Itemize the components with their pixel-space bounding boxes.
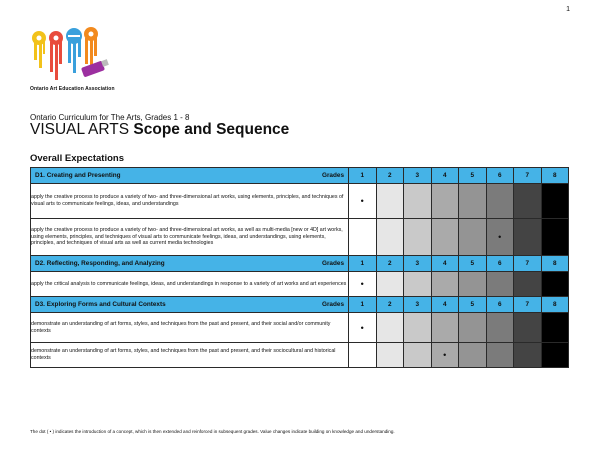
grade-number-8: 8 [541, 256, 569, 272]
expectation-row [31, 343, 569, 368]
grade-number-5: 5 [459, 297, 487, 313]
section-header-cell [31, 256, 349, 272]
section-heading: Overall Expectations [30, 153, 124, 164]
expectation-row [31, 184, 569, 219]
grade-number-4: 4 [431, 168, 459, 184]
page-title [30, 121, 289, 139]
grade-cell-8 [541, 184, 569, 219]
grade-cell-1 [349, 313, 377, 343]
grade-number-8: 8 [541, 297, 569, 313]
section-header-row [31, 256, 569, 272]
grade-number-1: 1 [349, 297, 377, 313]
grade-cell-8 [541, 219, 569, 256]
section-header-cell [31, 168, 349, 184]
grade-cell-2 [376, 343, 404, 368]
grade-cell-4 [431, 219, 459, 256]
grade-cell-3 [404, 219, 432, 256]
grade-cell-5 [459, 219, 487, 256]
grade-number-4: 4 [431, 256, 459, 272]
logo-caption: Ontario Art Education Association [30, 86, 115, 92]
expectation-text: apply the creative process to produce a variety of two- and three-dimensional art works, using elements, principles, and techniques of visual arts to communicate feelings, ideas, and understandings [31, 184, 349, 219]
grade-number-7: 7 [514, 297, 542, 313]
grade-cell-2 [376, 313, 404, 343]
introduction-dot: • [498, 232, 502, 242]
grade-number-3: 3 [404, 297, 432, 313]
grade-cell-6 [486, 313, 514, 343]
introduction-dot: • [360, 322, 364, 333]
expectation-text: demonstrate an understanding of art forms, styles, and techniques from the past and present, and their social and/or community contexts [31, 313, 349, 343]
grade-number-6: 6 [486, 297, 514, 313]
grade-number-3: 3 [404, 256, 432, 272]
grade-number-2: 2 [376, 297, 404, 313]
section-title: D3. Exploring Forms and Cultural Contexts [35, 301, 166, 308]
grade-number-7: 7 [514, 168, 542, 184]
grade-number-4: 4 [431, 297, 459, 313]
grade-number-1: 1 [349, 168, 377, 184]
grade-cell-7 [514, 343, 542, 368]
grade-cell-2 [376, 219, 404, 256]
grade-cell-1 [349, 343, 377, 368]
grade-cell-6 [486, 184, 514, 219]
grade-cell-4 [431, 343, 459, 368]
expectation-row [31, 219, 569, 256]
section-header-row [31, 297, 569, 313]
grade-cell-6 [486, 219, 514, 256]
section-title: D2. Reflecting, Responding, and Analyzing [35, 260, 165, 267]
page-number: 1 [566, 6, 570, 13]
grade-cell-5 [459, 272, 487, 297]
expectation-text: apply the critical analysis to communicate feelings, ideas, and understandings in response to a variety of art works and art experiences [31, 272, 349, 297]
footnote: The dot ( • ) indicates the introduction of a concept, which is then extended and reinforced in subsequent grades. Value changes indicate building on knowledge and understanding. [30, 429, 395, 434]
grade-cell-3 [404, 272, 432, 297]
grade-cell-3 [404, 343, 432, 368]
grade-number-2: 2 [376, 256, 404, 272]
title-regular: VISUAL ARTS [30, 121, 130, 138]
expectation-row [31, 313, 569, 343]
grade-number-6: 6 [486, 256, 514, 272]
grade-number-5: 5 [459, 256, 487, 272]
expectations-table [30, 167, 569, 368]
grades-label: Grades [321, 301, 344, 308]
grade-cell-1 [349, 219, 377, 256]
grade-cell-3 [404, 313, 432, 343]
grade-number-6: 6 [486, 168, 514, 184]
section-header-cell [31, 297, 349, 313]
title-bold: Scope and Sequence [133, 121, 290, 138]
grade-cell-7 [514, 219, 542, 256]
grade-number-7: 7 [514, 256, 542, 272]
oaea-logo [30, 22, 110, 84]
grade-cell-4 [431, 272, 459, 297]
grade-number-1: 1 [349, 256, 377, 272]
grade-cell-1 [349, 272, 377, 297]
grade-number-2: 2 [376, 168, 404, 184]
grade-cell-7 [514, 184, 542, 219]
expectation-text: demonstrate an understanding of art forms, styles, and techniques from the past and present, and their sociocultural and historical contexts [31, 343, 349, 368]
section-header-row [31, 168, 569, 184]
grade-cell-5 [459, 343, 487, 368]
grades-label: Grades [321, 172, 344, 179]
introduction-dot: • [360, 279, 364, 289]
grade-cell-2 [376, 184, 404, 219]
grade-cell-8 [541, 313, 569, 343]
grade-cell-5 [459, 184, 487, 219]
grade-number-3: 3 [404, 168, 432, 184]
grade-cell-2 [376, 272, 404, 297]
grade-cell-6 [486, 272, 514, 297]
expectation-text: apply the creative process to produce a variety of two- and three-dimensional art works, as well as multi-media [new or 4D] art works, using elements, principles, and techniques of visual arts to communicate feelings, ideas, and understandings, using elements, principles, and techniques of visual arts as well as current media technologies [31, 219, 349, 256]
grade-cell-8 [541, 272, 569, 297]
grade-cell-7 [514, 272, 542, 297]
section-title: D1. Creating and Presenting [35, 172, 121, 179]
grade-cell-8 [541, 343, 569, 368]
grade-cell-6 [486, 343, 514, 368]
expectation-row [31, 272, 569, 297]
grade-cell-1 [349, 184, 377, 219]
grade-cell-3 [404, 184, 432, 219]
grades-label: Grades [321, 260, 344, 267]
introduction-dot: • [360, 196, 364, 206]
curriculum-line: Ontario Curriculum for The Arts, Grades 1 - 8 [30, 113, 190, 122]
introduction-dot: • [443, 350, 447, 360]
grade-cell-4 [431, 313, 459, 343]
grade-cell-7 [514, 313, 542, 343]
grade-number-5: 5 [459, 168, 487, 184]
grade-cell-4 [431, 184, 459, 219]
grade-cell-5 [459, 313, 487, 343]
grade-number-8: 8 [541, 168, 569, 184]
